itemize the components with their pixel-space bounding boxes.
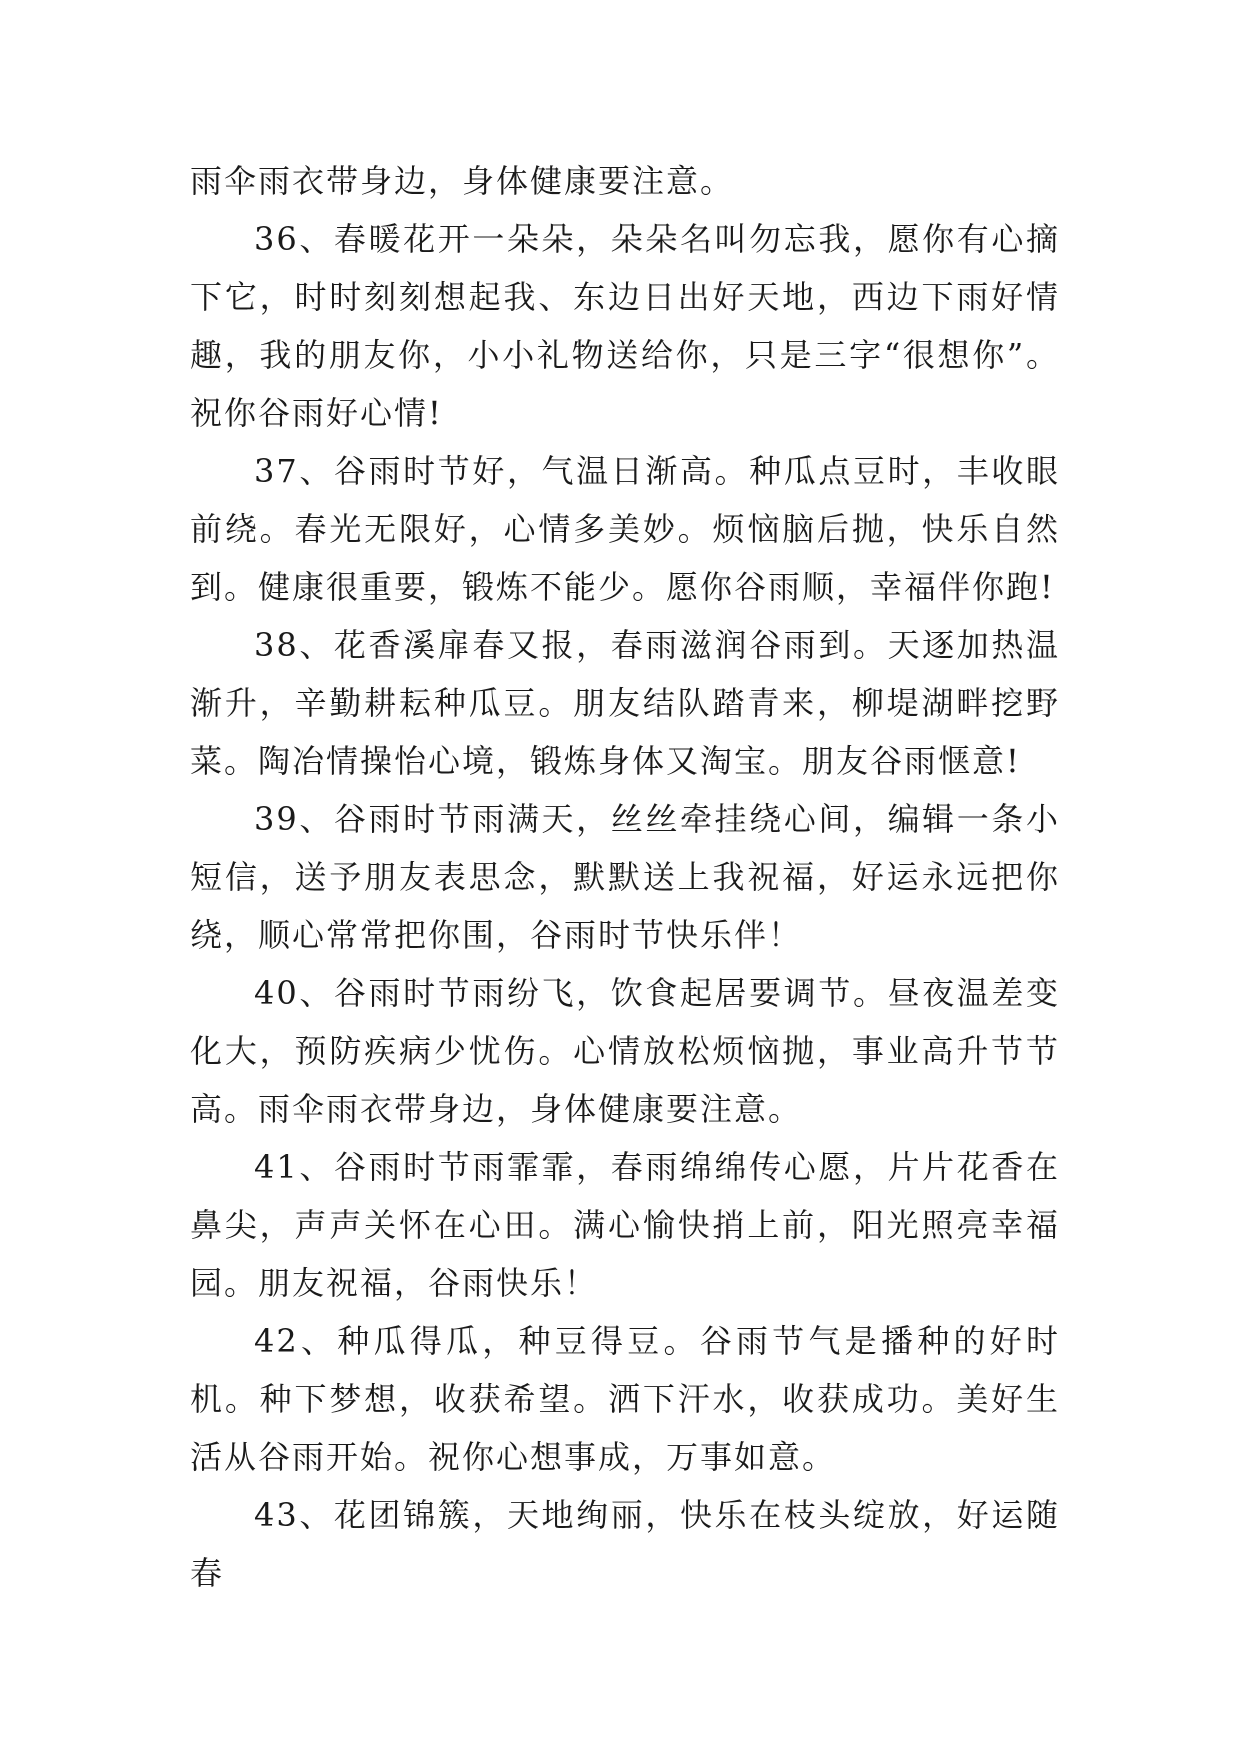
paragraph-item-37: 37、谷雨时节好，气温日渐高。种瓜点豆时，丰收眼前绕。春光无限好，心情多美妙。烦恼脑后抛，快乐自然到。健康很重要，锻炼不能少。愿你谷雨顺，幸福伴你跑! bbox=[190, 452, 1060, 606]
paragraph-item-36: 36、春暖花开一朵朵，朵朵名叫勿忘我，愿你有心摘下它，时时刻刻想起我、东边日出好天地，西边下雨好情趣，我的朋友你，小小礼物送给你，只是三字“很想你”。祝你谷雨好心情! bbox=[190, 220, 1060, 432]
paragraph-item-40: 40、谷雨时节雨纷飞，饮食起居要调节。昼夜温差变化大，预防疾病少忧伤。心情放松烦恼抛，事业高升节节高。雨伞雨衣带身边，身体健康要注意。 bbox=[190, 974, 1060, 1128]
paragraph-item-42: 42、种瓜得瓜，种豆得豆。谷雨节气是播种的好时机。种下梦想，收获希望。洒下汗水，收获成功。美好生活从谷雨开始。祝你心想事成，万事如意。 bbox=[190, 1322, 1060, 1476]
paragraph-continuation: 雨伞雨衣带身边，身体健康要注意。 bbox=[190, 162, 735, 200]
paragraph-item-38: 38、花香溪扉春又报，春雨滋润谷雨到。天逐加热温渐升，辛勤耕耘种瓜豆。朋友结队踏青来，柳堤湖畔挖野菜。陶冶情操怡心境，锻炼身体又淘宝。朋友谷雨惬意! bbox=[190, 626, 1060, 780]
document-body bbox=[190, 152, 1060, 1602]
paragraph-item-39: 39、谷雨时节雨满天，丝丝牵挂绕心间，编辑一条小短信，送予朋友表思念，默默送上我祝福，好运永远把你绕，顺心常常把你围，谷雨时节快乐伴！ bbox=[190, 800, 1060, 954]
paragraph-item-43: 43、花团锦簇，天地绚丽，快乐在枝头绽放，好运随春 bbox=[190, 1496, 1060, 1592]
paragraph-item-41: 41、谷雨时节雨霏霏，春雨绵绵传心愿，片片花香在鼻尖，声声关怀在心田。满心愉快捎上前，阳光照亮幸福园。朋友祝福，谷雨快乐！ bbox=[190, 1148, 1060, 1302]
